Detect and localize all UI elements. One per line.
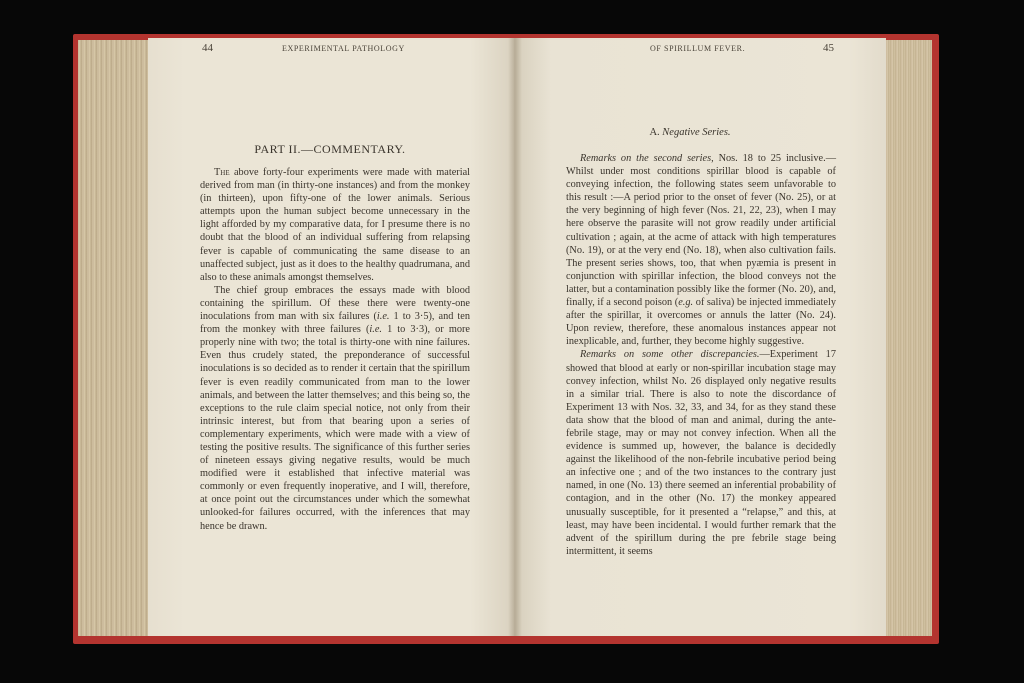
left-paragraph-2: The chief group embraces the essays made with blood containing the spirillum. Of these there were twenty-one inoculations from man with six failures (i.e. 1 to 3·5), and ten from the monkey with three failures (i.e. 1 to 3·3), or more properly nine with two; the total is thirty-one with nine failures. Even thus crudely stated, the preponderance of successful inoculations is so decided as to render it certain that the spirillum fever is even readily communicated from man to the lower animals, and between the latter themselves; and this being so, the exceptions to the rule claim special notice, not only from their intrinsic interest, but from that bearing upon a series of complementary experiments, which were made with a view of testing the positive results. The significance of this further series of nineteen essays giving negative results, would be much modified were it established that infective material was commonly or even frequently inoperative, and I will, therefore, at once point out the circumstances under which the somewhat unlooked-for failures occurred, with the inferences that may hence be drawn. bbox=[200, 284, 470, 532]
book-gutter bbox=[508, 38, 522, 636]
right-text-block bbox=[566, 152, 836, 558]
right-paragraph-1: Remarks on the second series, Nos. 18 to 25 inclusive.—Whilst under most conditions spirillar blood is capable of conveying infection, the following states seem unfavorable to this result :—A period prior to the onset of fever (No. 25), or at the very beginning of high fever (Nos. 21, 22, 23), when I may here observe the parasite will not grow readily under artificial cultivation ; again, at the acme of attack with high temperatures (No. 19), or at the very end (No. 18), when also cultivation fails. The present series shows, too, that when pyæmia is present in conjunction with spirillar infection, the blood conveys not the latter, but a contamination possibly like the former (No. 20), and, finally, if a second poison (e.g. of saliva) be injected immediately after the spirillar, it overcomes or annuls the latter (No. 24). Upon review, therefore, these anomalous instances appear not inexplicable, and, further, they become highly suggestive. bbox=[566, 153, 836, 348]
paragraph-lead-word: The bbox=[214, 167, 230, 178]
left-page-edges bbox=[78, 40, 150, 636]
left-text-block bbox=[200, 166, 470, 533]
right-page-number: 45 bbox=[823, 42, 834, 54]
section-subheading: A. Negative Series. bbox=[649, 127, 731, 138]
left-running-head: EXPERIMENTAL PATHOLOGY bbox=[282, 44, 405, 53]
right-running-head: OF SPIRILLUM FEVER. bbox=[650, 44, 746, 53]
part-heading: PART II.—COMMENTARY. bbox=[254, 142, 406, 156]
left-paragraph-1: The above forty-four experiments were made with material derived from man (in thirty-one instances) and from the monkey (in thirteen), upon fifty-one of the lower animals. Serious attempts upon the human subject become unnecessary in the light afforded by my comparative data, for I presume there is no doubt that the blood of an individual suffering from relapsing fever is capable of communicating the same disease to an unaffected subject, just as it does to the healthy quadrumana, and also to these animals amongst themselves. bbox=[200, 167, 470, 283]
left-page-number: 44 bbox=[202, 42, 213, 54]
right-page-edges bbox=[884, 40, 932, 636]
right-paragraph-2: Remarks on some other discrepancies.—Experiment 17 showed that blood at early or non-spirillar incubation stage may convey infection, whilst No. 26 displayed only negative results in a similar trial. There is also to note the discordance of Experiment 13 with Nos. 32, 33, and 34, for as they stand these data show that the blood of man and animal, during the ante-febrile stage, may or may not convey infection. When all the evidence is summed up, however, the balance is decidedly against the likelihood of the non-febrile incubative period being an infective one ; and of the two instances to the contrary just named, in one (No. 13) there seemed an inferential probability of contagion, and in the other (No. 17) the monkey appeared unusually susceptible, for it presented a “relapse,” and this, at least, may have been incidental. I would further remark that the advent of the spirillum during the pre febrile stage being intermittent, it seems bbox=[566, 349, 836, 557]
